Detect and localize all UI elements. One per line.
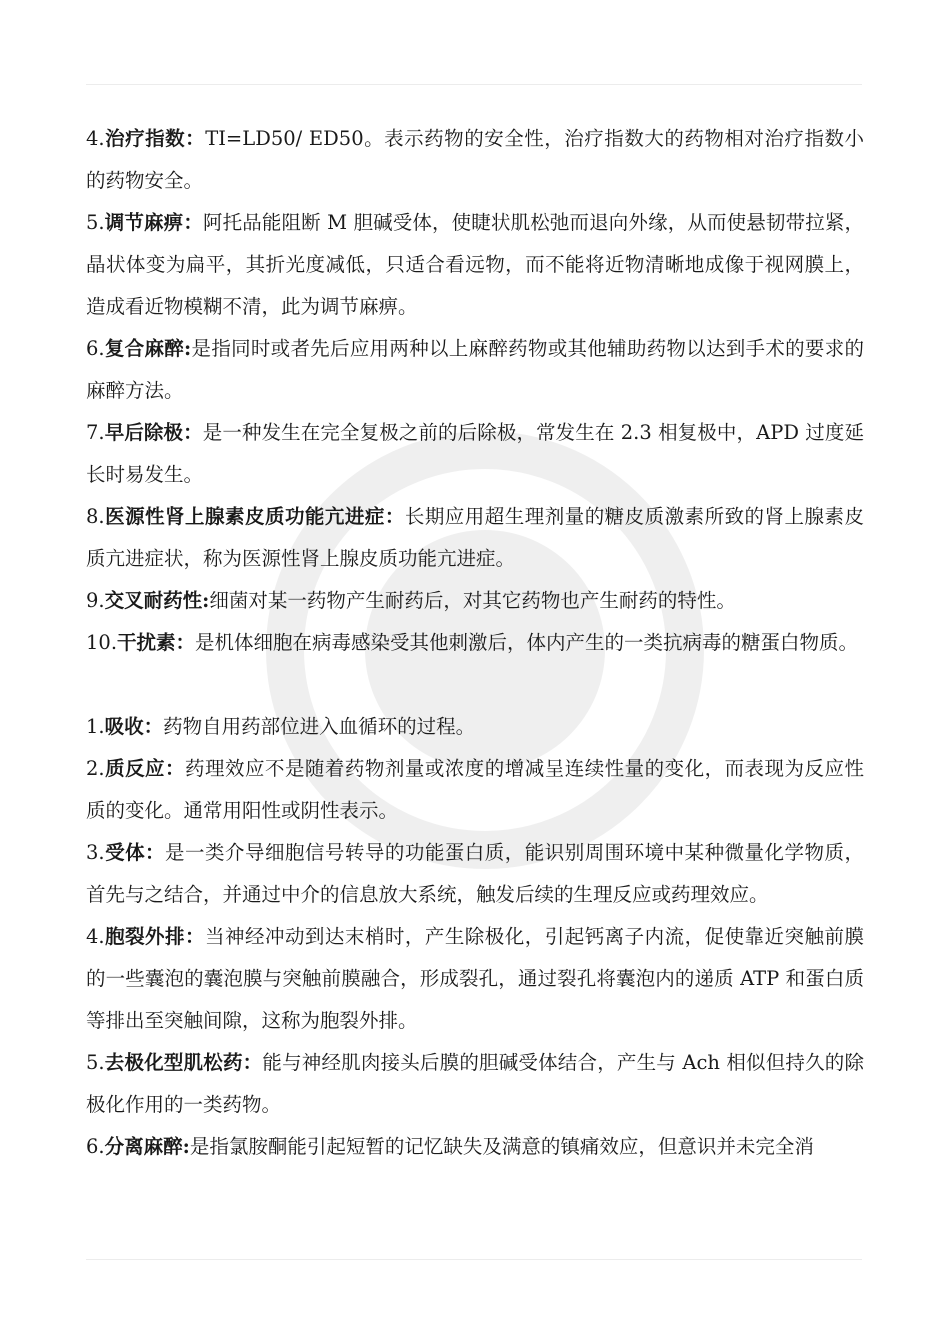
entry-definition: 细菌对某一药物产生耐药后，对其它药物也产生耐药的特性。 — [209, 589, 736, 612]
entry-number: 5. — [86, 211, 105, 234]
entry-definition: 阿托品能阻断 M 胆碱受体，使睫状肌松弛而退向外缘，从而使悬韧带拉紧，晶状体变为扁平，其折光度减低，只适合看远物，而不能将近物清晰地成像于视网膜上，造成看近物模糊不清，此为调节麻痹。 — [86, 211, 864, 318]
definition-entry — [86, 118, 864, 202]
entry-term: 胞裂外排： — [104, 925, 206, 948]
entry-number: 3. — [86, 841, 105, 864]
definition-entry — [86, 496, 864, 580]
definition-entry — [86, 832, 864, 916]
entry-number: 6. — [86, 337, 105, 360]
entry-definition: 是一种发生在完全复极之前的后除极，常发生在 2.3 相复极中，APD 过度延长时易发生。 — [86, 421, 864, 486]
definition-entry — [86, 916, 864, 1042]
entry-term: 干扰素： — [117, 631, 196, 654]
entry-term: 去极化型肌松药： — [104, 1051, 263, 1074]
definitions-section-2 — [86, 706, 864, 1168]
header-rule — [86, 84, 862, 85]
definition-entry — [86, 202, 864, 328]
entry-term: 复合麻醉: — [104, 337, 192, 360]
entry-term: 治疗指数： — [104, 127, 206, 150]
document-body — [86, 118, 864, 1168]
entry-term: 调节麻痹： — [104, 211, 203, 234]
entry-definition: 长期应用超生理剂量的糖皮质激素所致的肾上腺素皮质亢进症状，称为医源性肾上腺皮质功能亢进症。 — [86, 505, 864, 570]
definitions-section-1 — [86, 118, 864, 664]
entry-definition: 是指同时或者先后应用两种以上麻醉药物或其他辅助药物以达到手术的要求的麻醉方法。 — [86, 337, 864, 402]
definition-entry — [86, 1126, 864, 1168]
entry-number: 6. — [86, 1135, 105, 1158]
section-spacer — [86, 664, 864, 706]
entry-term: 分离麻醉: — [104, 1135, 190, 1158]
entry-number: 9. — [86, 589, 105, 612]
entry-term: 医源性肾上腺素皮质功能亢进症： — [104, 505, 405, 528]
entry-definition: TI=LD50/ ED50。表示药物的安全性，治疗指数大的药物相对治疗指数小的药物安全。 — [86, 127, 864, 192]
entry-definition: 是一类介导细胞信号转导的功能蛋白质，能识别周围环境中某种微量化学物质，首先与之结合，并通过中介的信息放大系统，触发后续的生理反应或药理效应。 — [86, 841, 864, 906]
entry-definition: 药物自用药部位进入血循环的过程。 — [163, 715, 476, 738]
entry-number: 2. — [86, 757, 105, 780]
entry-term: 早后除极： — [104, 421, 203, 444]
entry-number: 7. — [86, 421, 105, 444]
entry-number: 5. — [86, 1051, 105, 1074]
entry-definition: 药理效应不是随着药物剂量或浓度的增减呈连续性量的变化，而表现为反应性质的变化。通常用阳性或阴性表示。 — [86, 757, 864, 822]
entry-number: 8. — [86, 505, 105, 528]
definition-entry — [86, 748, 864, 832]
entry-term: 交叉耐药性: — [104, 589, 210, 612]
definition-entry — [86, 1042, 864, 1126]
entry-term: 受体： — [104, 841, 166, 864]
definition-entry — [86, 580, 864, 622]
entry-definition: 当神经冲动到达末梢时，产生除极化，引起钙离子内流，促使靠近突触前膜的一些囊泡的囊泡膜与突触前膜融合，形成裂孔，通过裂孔将囊泡内的递质 ATP 和蛋白质等排出至突触间隙，这称为胞裂外排。 — [86, 925, 864, 1032]
entry-definition: 是指氯胺酮能引起短暂的记忆缺失及满意的镇痛效应，但意识并未完全消 — [189, 1135, 814, 1158]
entry-term: 吸收： — [104, 715, 164, 738]
footer-rule — [86, 1259, 862, 1260]
definition-entry — [86, 412, 864, 496]
definition-entry — [86, 706, 864, 748]
entry-number: 10. — [86, 631, 118, 654]
definition-entry — [86, 622, 864, 664]
entry-number: 1. — [86, 715, 105, 738]
entry-definition: 能与神经肌肉接头后膜的胆碱受体结合，产生与 Ach 相似但持久的除极化作用的一类药物。 — [86, 1051, 864, 1116]
entry-number: 4. — [86, 925, 105, 948]
entry-definition: 是机体细胞在病毒感染受其他刺激后，体内产生的一类抗病毒的糖蛋白物质。 — [195, 631, 859, 654]
entry-number: 4. — [86, 127, 105, 150]
definition-entry — [86, 328, 864, 412]
entry-term: 质反应： — [104, 757, 186, 780]
